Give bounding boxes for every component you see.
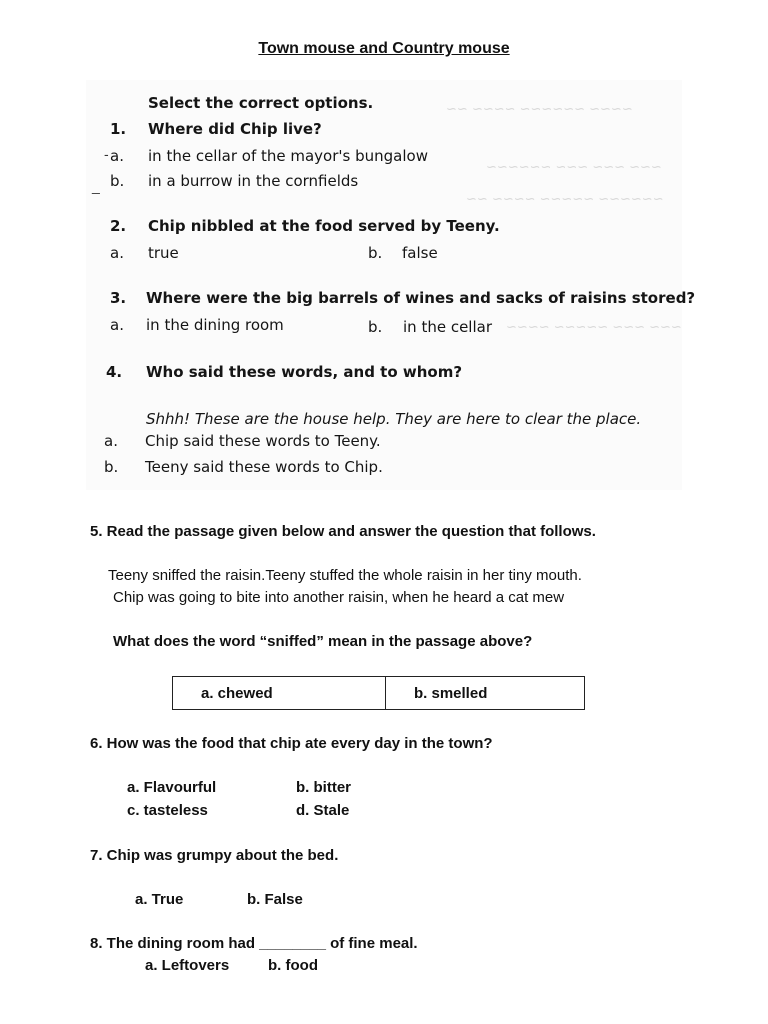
page-title: Town mouse and Country mouse <box>258 40 510 57</box>
q2-option-a-label: a. <box>110 244 124 262</box>
q1-number: 1. <box>110 120 127 138</box>
q8-option-a: a. Leftovers <box>145 957 230 974</box>
bleed-through-text: ~~~~~~ ~~~~~ ~~~~ ~~ <box>466 192 664 207</box>
q4-option-a: Chip said these words to Teeny. <box>145 432 381 450</box>
q4-number: 4. <box>106 363 123 381</box>
q1-text: Where did Chip live? <box>148 120 322 138</box>
bleed-through-text: ~~~ ~~~ ~~~~~ ~~~~ <box>506 320 682 335</box>
q1-option-a-label: a. <box>110 147 124 165</box>
bleed-through-text: ~~~~ ~~~~~~ ~~~~ ~~ <box>446 102 633 117</box>
q3-option-b: in the cellar <box>403 318 492 336</box>
q1-option-b: in a burrow in the cornfields <box>148 172 359 190</box>
q6-option-c: c. tasteless <box>127 802 208 819</box>
q4-option-b: Teeny said these words to Chip. <box>145 458 383 476</box>
q3-option-a: in the dining room <box>146 316 284 334</box>
q7-option-a: a. True <box>135 891 184 908</box>
q5-passage-line2: Chip was going to bite into another raisin, when he heard a cat mew <box>113 589 565 606</box>
q5-question: What does the word “sniffed” mean in the passage above? <box>113 633 533 650</box>
q7-option-b: b. False <box>247 891 303 908</box>
q3-option-b-label: b. <box>368 318 383 336</box>
q5-option-a: a. chewed <box>173 677 386 710</box>
q8-text: 8. The dining room had ________ of fine meal. <box>90 935 418 952</box>
q5-text: 5. Read the passage given below and answer the question that follows. <box>90 523 596 540</box>
q2-option-b-label: b. <box>368 244 383 262</box>
q1-option-a: in the cellar of the mayor's bungalow <box>148 147 428 165</box>
q4-text: Who said these words, and to whom? <box>146 363 463 381</box>
q1-option-b-label: b. <box>110 172 125 190</box>
bleed-through-text: ~~~ ~~~ ~~~ ~~~~~~ <box>486 160 662 175</box>
q3-text: Where were the big barrels of wines and sacks of raisins stored? <box>146 289 696 307</box>
q3-option-a-label: a. <box>110 316 124 334</box>
q2-text: Chip nibbled at the food served by Teeny. <box>148 217 500 235</box>
q4-option-a-label: a. <box>104 432 118 450</box>
q6-text: 6. How was the food that chip ate every day in the town? <box>90 735 493 752</box>
q6-option-a: a. Flavourful <box>127 779 217 796</box>
q7-text: 7. Chip was grumpy about the bed. <box>90 847 339 864</box>
q6-option-d: d. Stale <box>296 802 350 819</box>
q2-option-a: true <box>148 244 179 262</box>
q5-options-table <box>172 676 585 710</box>
q4-option-b-label: b. <box>104 458 119 476</box>
q3-number: 3. <box>110 289 127 307</box>
q8-option-b: b. food <box>268 957 318 974</box>
scanned-excerpt <box>86 80 682 490</box>
q6-option-b: b. bitter <box>296 779 351 796</box>
q2-number: 2. <box>110 217 127 235</box>
q2-option-b: false <box>402 244 438 262</box>
pen-mark: _ <box>92 178 100 194</box>
pen-mark: - <box>104 146 109 162</box>
q4-quote: Shhh! These are the house help. They are here to clear the place. <box>146 410 642 428</box>
q5-option-b: b. smelled <box>386 677 585 710</box>
instruction: Select the correct options. <box>148 94 374 112</box>
q5-passage-line1: Teeny sniffed the raisin.Teeny stuffed the whole raisin in her tiny mouth. <box>108 567 582 584</box>
